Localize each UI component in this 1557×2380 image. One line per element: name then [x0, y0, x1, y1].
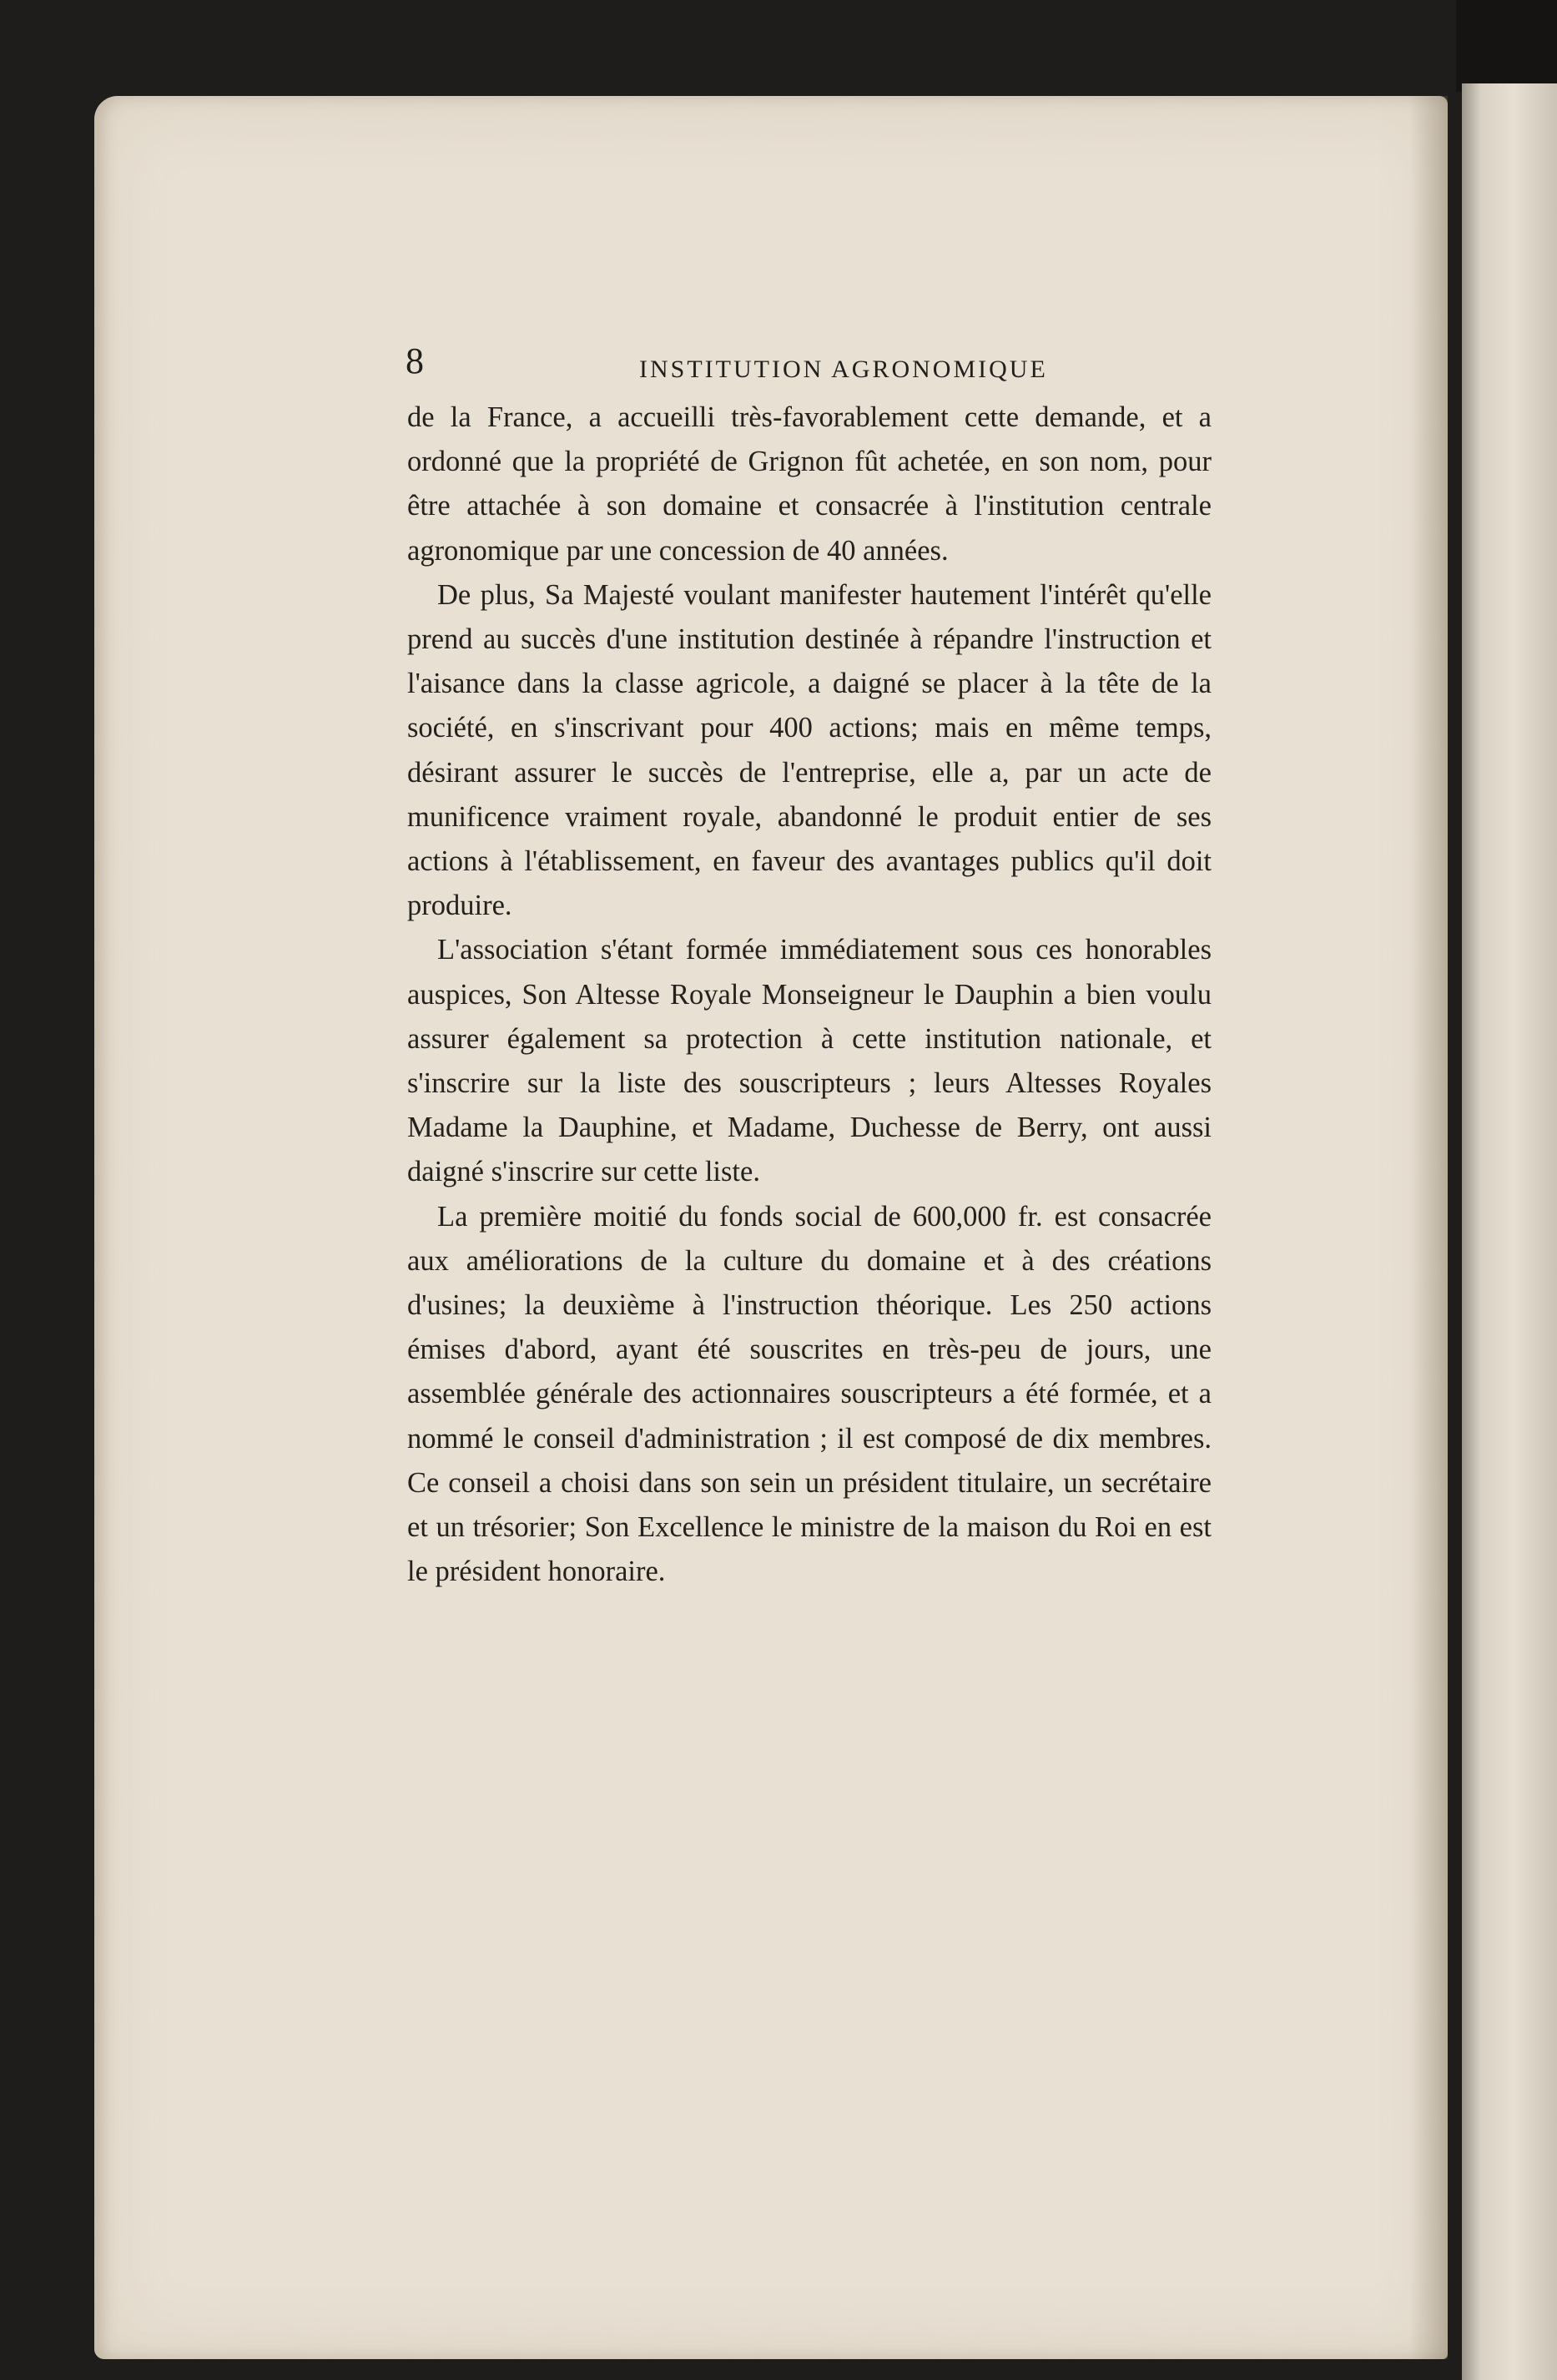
paragraph-4: La première moitié du fonds social de 600,000 fr. est consacrée aux améliorations de la culture du domaine et à des créations d'usines; la deuxième à l'instruction théorique. Les 250 actions émises d'abord, ayant été souscrites en très-peu de jours, une assemblée générale des actionnaires souscripteurs a été formée, et a nommé le conseil d'administration ; il est composé de dix membres. Ce conseil a choisi dans son sein un président titulaire, un secrétaire et un trésorier; Son Excellence le ministre de la maison du Roi en est le président honoraire. — [407, 1200, 1212, 1588]
spine-shadow — [1409, 96, 1448, 2359]
page-number: 8 — [406, 340, 424, 381]
facing-page-edge — [1462, 83, 1557, 2380]
running-head: INSTITUTION AGRONOMIQUE — [639, 355, 1048, 383]
paragraph-2: De plus, Sa Majesté voulant manifester hautement l'intérêt qu'elle prend au succès d'une institution destinée à répandre l'instruction et l'aisance dans la classe agricole, a daigné se placer à la tête de la société, en s'inscrivant pour 400 actions; mais en même temps, désirant assurer le succès de l'entreprise, elle a, par un acte de munificence vraiment royale, abandonné le produit entier de ses actions à l'établissement, en faveur des avantages publics qu'il doit produire. — [407, 578, 1212, 922]
paragraph-3: L'association s'étant formée immédiatement sous ces honorables auspices, Son Altesse Royale Monseigneur le Dauphin a bien voulu assurer également sa protection à cette institution nationale, et s'inscrire sur la liste des souscripteurs ; leurs Altesses Royales Madame la Dauphine, et Madame, Duchesse de Berry, ont aussi daigné s'inscrire sur cette liste. — [407, 934, 1212, 1188]
paragraph-1: de la France, a accueilli très-favorablement cette demande, et a ordonné que la propriété de Grignon fût achetée, en son nom, pour être attachée à son domaine et consacrée à l'institution centrale agronomique par une concession de 40 années. — [407, 401, 1212, 567]
page-header — [406, 340, 1223, 399]
body-text — [407, 396, 1212, 1594]
background-corner — [1456, 0, 1557, 92]
